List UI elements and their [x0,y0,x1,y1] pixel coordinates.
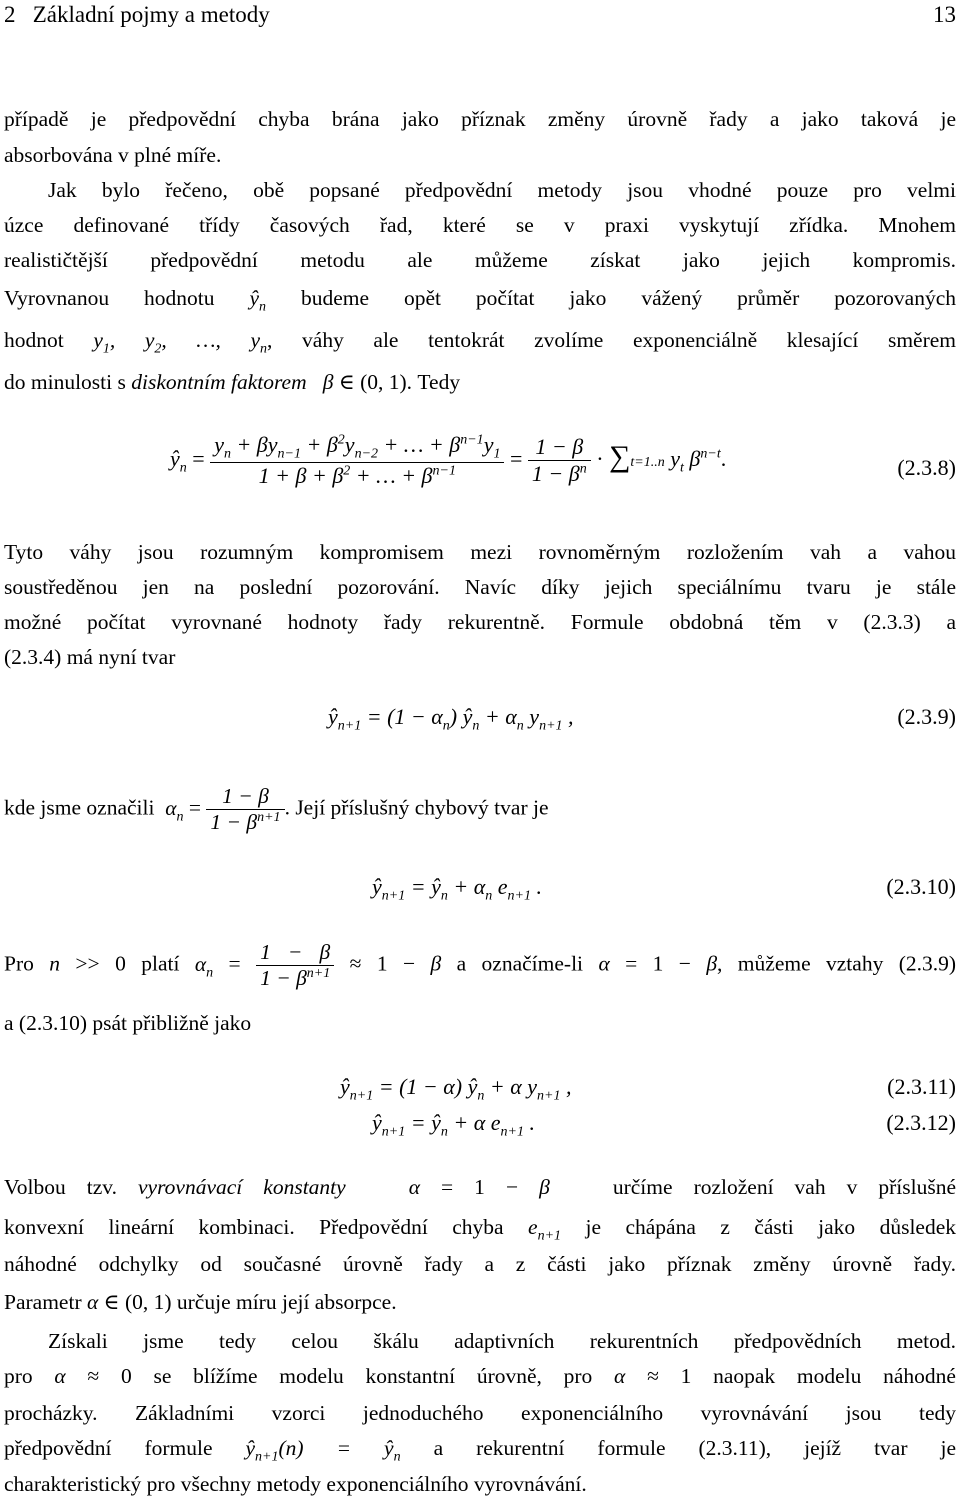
text-line: úzce definované třídy časových řad, které se v praxi vyskytují zřídka. Mnohem [4,213,956,237]
equation-number: (2.3.12) [886,1110,956,1135]
page-number: 13 [933,2,956,27]
text-line: pro α ≈ 0 se blížíme modelu konstantní úrovně, pro α ≈ 1 naopak modelu náhodné [4,1364,956,1388]
text-line: Vyrovnanou hodnotu $ŷ_n$ budeme opět počítat jako vážený průměr pozorovaných [4,286,956,315]
text-line: konvexní lineární kombinaci. Předpovědní chyba $e_{n+1}$ je chápána z části jako důsledek [4,1215,957,1244]
equation-2-3-12: $ŷ_{n+1}$ = $ŷ_n + \alpha$ $e_{n+1}$ . [372,1110,535,1140]
text-line: hodnot $y_1$, $y_2$, …, $y_n$, váhy ale tentokrát zvolíme exponenciálně klesající směrem [4,328,957,357]
page-header [4,2,956,32]
equation-2-3-8: $ŷ_n$ = $y_n + \beta y_{n-1} + \beta^2y_{n-2}$ + … + $\beta^{n-1}y_1$ $1 + \beta + \beta^2$ + … + $\beta^{n-1}$ = $\frac{1 - \beta}{1 - \beta^n}$ · ∑t=1..n $y_t$ $\beta^{n-t}$. [170,432,727,489]
text-line: soustředěnou jen na poslední pozorování. Navíc díky jejich speciálnímu tvaru je stále [4,575,956,599]
equation-number: (2.3.10) [886,874,956,899]
text-line: procházky. Základními vzorci jednoduchého exponenciálního vyrovnávání jsou tedy [4,1401,956,1425]
math-y-sequence: $y_1$, $y_2$, …, $y_n$ [93,328,268,357]
text-line: Pro n >> 0 platí $\alpha_n$ = $\frac{1 - \beta}{1 - \beta^{n+1}}$ ≈ 1 − β a označíme-li α = 1 − β, můžeme vztahy (2.3.9) [4,940,957,991]
text-line: Volbou tzv. vyrovnávací konstanty α = 1 − β určíme rozložení vah v příslušné [4,1175,957,1199]
math-beta-interval: β [322,370,334,394]
text-line: možné počítat vyrovnané hodnoty řady rekurentně. Formule obdobná těm v (2.3.3) a [4,610,956,634]
text-line: Parametr α ∈ (0, 1) určuje míru její absorpce. [4,1290,397,1314]
text-line: předpovědní formule $ŷ_{n+1}(n)$ = $ŷ_n$ a rekurentní formule (2.3.11), jejíž tvar je [4,1436,957,1465]
text-line: a (2.3.10) psát přibližně jako [4,1011,252,1035]
equation-number: (2.3.11) [887,1074,956,1099]
text-line: Tyto váhy jsou rozumným kompromisem mezi rovnoměrným rozložením vah a vahou [4,540,956,564]
text-line: (2.3.4) má nyní tvar [4,645,176,669]
chapter-title: 2 Základní pojmy a metody [4,2,270,27]
equation-number: (2.3.8) [897,455,956,480]
equation-number: (2.3.9) [897,704,956,729]
text-line: realističtější předpovědní metodu ale můžeme získat jako jejich kompromis. [4,248,956,272]
text-line: případě je předpovědní chyba brána jako příznak změny úrovně řady a jako taková je [4,107,956,131]
text-line: kde jsme označili $\alpha_n$ = $\frac{1 - \beta}{1 - \beta^{n+1}}$ . Její příslušný chybový tvar je [4,784,549,835]
text-line: Získali jsme tedy celou škálu adaptivních rekurentních předpovědních metod. [48,1329,956,1353]
math-yhat-n: $ŷ_n$ [249,286,267,315]
text-line: absorbována v plné míře. [4,143,222,167]
equation-2-3-11: $ŷ_{n+1} = (1 - \alpha)$ $ŷ_n + \alpha$ $y_{n+1}$ , [340,1074,572,1104]
text-line: charakteristický pro všechny metody exponenciálního vyrovnávání. [4,1472,587,1496]
text-line: Jak bylo řečeno, obě popsané předpovědní metody jsou vhodné pouze pro velmi [48,178,956,202]
equation-2-3-9: $ŷ_{n+1} = (1 - \alpha_n)$ $ŷ_n + \alpha_n$ $y_{n+1}$ , [328,704,574,734]
text-line: náhodné odchylky od současné úrovně řady a z části jako příznak změny úrovně řady. [4,1252,956,1276]
equation-2-3-10: $ŷ_{n+1}$ = $ŷ_n + \alpha_n$ $e_{n+1}$ . [372,874,542,904]
text-line: do minulosti s diskontním faktorem β ∈ (0, 1). Tedy [4,370,461,394]
